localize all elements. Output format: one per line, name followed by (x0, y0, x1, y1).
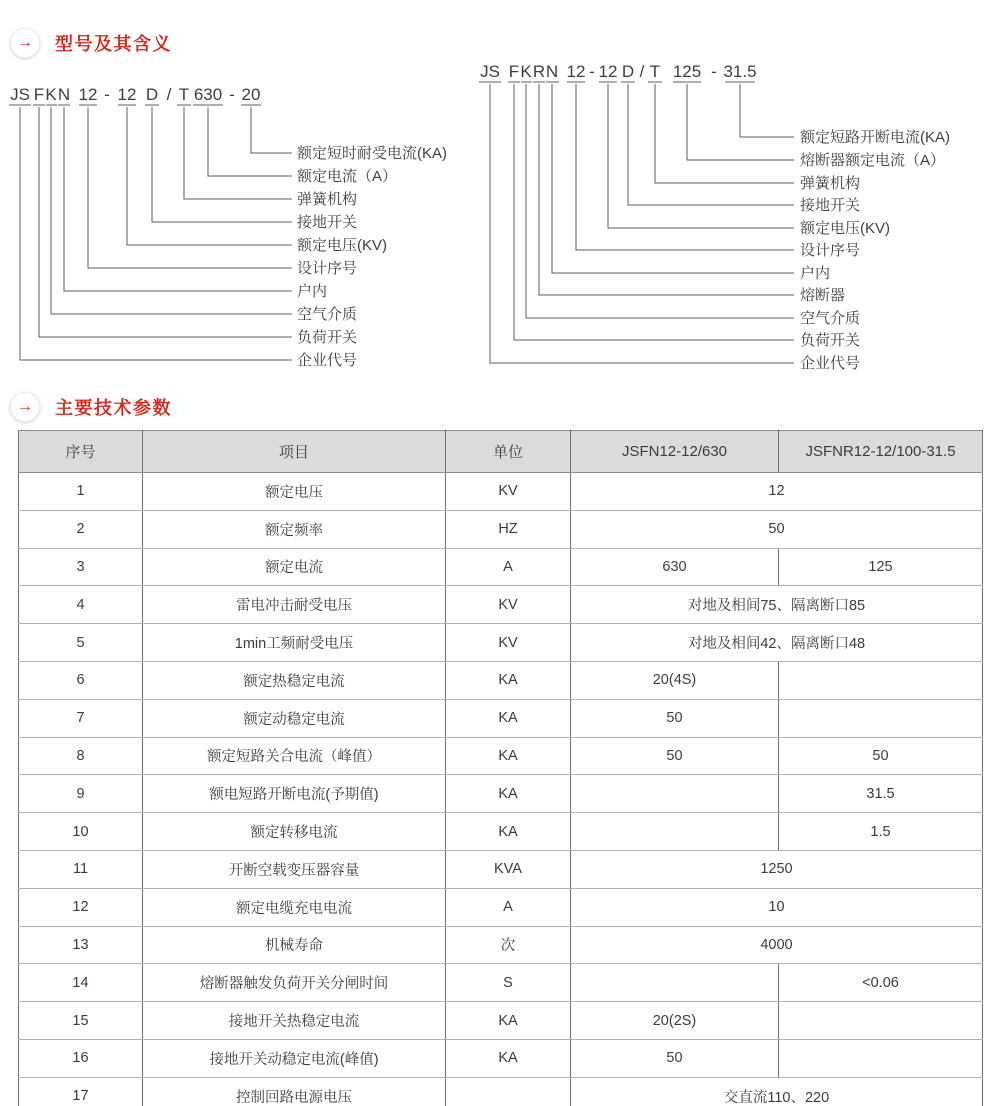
model-diagram-right (470, 60, 1000, 390)
item-cell: 机械寿命 (143, 926, 446, 964)
diagram-label: 空气介质 (297, 306, 358, 323)
arrow-right-icon: → (10, 28, 40, 58)
item-cell: 1min工频耐受电压 (143, 624, 446, 662)
value-cell: 125 (779, 548, 983, 586)
connector-line (576, 84, 794, 250)
unit-cell: S (446, 964, 571, 1002)
table-row (19, 888, 983, 926)
section1-header (10, 28, 172, 58)
table-row (19, 964, 983, 1002)
model-segment: JS (10, 85, 30, 104)
item-cell: 额电短路开断电流(予期值) (143, 775, 446, 813)
row-no-cell: 9 (19, 775, 143, 813)
model-segment: F (508, 62, 520, 81)
unit-cell: KA (446, 737, 571, 775)
table-row (19, 737, 983, 775)
value-cell (779, 661, 983, 699)
connector-line (51, 107, 292, 314)
value-cell (571, 775, 779, 813)
value-cell (571, 813, 779, 851)
section2-title: 主要技术参数 (55, 398, 172, 418)
header-no: 序号 (19, 431, 143, 473)
unit-cell (446, 1077, 571, 1106)
row-no-cell: 11 (19, 850, 143, 888)
connector-line (740, 84, 794, 137)
connector-line (251, 107, 292, 153)
diagram-label: 弹簧机构 (297, 191, 358, 208)
row-no-cell: 12 (19, 888, 143, 926)
diagram-label: 负荷开关 (800, 332, 861, 349)
model-segment: D (621, 62, 635, 81)
value-cell: 50 (779, 737, 983, 775)
connector-line (88, 107, 292, 268)
diagram-label: 设计序号 (800, 242, 861, 259)
model-segment: T (649, 62, 661, 81)
row-no-cell: 14 (19, 964, 143, 1002)
item-cell: 额定频率 (143, 510, 446, 548)
connector-line (552, 84, 794, 273)
model-segment: R (532, 62, 546, 81)
row-no-cell: 15 (19, 1002, 143, 1040)
connector-line (608, 84, 794, 228)
unit-cell: KA (446, 1002, 571, 1040)
value-cell: 4000 (571, 926, 983, 964)
model-segment: 125 (672, 62, 702, 81)
table-row (19, 1039, 983, 1077)
unit-cell: A (446, 548, 571, 586)
row-no-cell: 4 (19, 586, 143, 624)
table-row (19, 473, 983, 511)
connector-line (655, 84, 794, 183)
unit-cell: KA (446, 813, 571, 851)
unit-cell: KA (446, 699, 571, 737)
item-cell: 熔断器触发负荷开关分闸时间 (143, 964, 446, 1002)
diagram-label: 熔断器 (800, 287, 846, 304)
unit-cell: KVA (446, 850, 571, 888)
value-cell (779, 699, 983, 737)
item-cell: 接地开关热稳定电流 (143, 1002, 446, 1040)
diagram-label: 企业代号 (297, 352, 358, 369)
diagram-label: 额定短时耐受电流(KA) (297, 145, 448, 162)
model-segment: F (33, 85, 45, 104)
header-model-1: JSFN12-12/630 (571, 431, 779, 473)
diagram-label: 弹簧机构 (800, 175, 861, 192)
item-cell: 额定转移电流 (143, 813, 446, 851)
parameters-table (18, 430, 983, 1106)
model-segment: 31.5 (723, 62, 757, 81)
diagram-label: 设计序号 (297, 260, 358, 277)
model-segment: T (178, 85, 190, 104)
connector-line (490, 84, 794, 363)
connector-line (152, 107, 292, 222)
value-cell: 50 (571, 737, 779, 775)
item-cell: 额定电缆充电电流 (143, 888, 446, 926)
model-separator: - (104, 85, 110, 104)
row-no-cell: 13 (19, 926, 143, 964)
table-row (19, 850, 983, 888)
item-cell: 接地开关动稳定电流(峰值) (143, 1039, 446, 1077)
row-no-cell: 3 (19, 548, 143, 586)
value-cell: 630 (571, 548, 779, 586)
diagram-label: 企业代号 (800, 355, 861, 372)
value-cell: 50 (571, 1039, 779, 1077)
connector-line (514, 84, 794, 340)
section1-title: 型号及其含义 (55, 34, 172, 54)
item-cell: 额定电压 (143, 473, 446, 511)
arrow-right-icon: → (10, 392, 40, 422)
model-segment: K (45, 85, 57, 104)
row-no-cell: 17 (19, 1077, 143, 1106)
diagram-label: 接地开关 (800, 197, 861, 214)
diagram-label: 额定短路开断电流(KA) (800, 129, 951, 146)
value-cell: 20(2S) (571, 1002, 779, 1040)
table-header-row (19, 431, 983, 473)
row-no-cell: 16 (19, 1039, 143, 1077)
value-cell: 20(4S) (571, 661, 779, 699)
value-cell: 对地及相间42、隔离断口48 (571, 624, 983, 662)
connector-line (628, 84, 794, 205)
header-item: 项目 (143, 431, 446, 473)
header-model-2: JSFNR12-12/100-31.5 (779, 431, 983, 473)
value-cell: 1.5 (779, 813, 983, 851)
value-cell (571, 964, 779, 1002)
value-cell: 50 (571, 510, 983, 548)
row-no-cell: 1 (19, 473, 143, 511)
unit-cell: HZ (446, 510, 571, 548)
connector-line (526, 84, 794, 318)
value-cell (779, 1039, 983, 1077)
unit-cell: KV (446, 586, 571, 624)
row-no-cell: 2 (19, 510, 143, 548)
model-segment: 12 (117, 85, 137, 104)
unit-cell: KA (446, 1039, 571, 1077)
unit-cell: KA (446, 661, 571, 699)
model-segment: JS (480, 62, 500, 81)
item-cell: 雷电冲击耐受电压 (143, 586, 446, 624)
value-cell: 对地及相间75、隔离断口85 (571, 586, 983, 624)
row-no-cell: 10 (19, 813, 143, 851)
item-cell: 额定电流 (143, 548, 446, 586)
model-separator: / (166, 85, 172, 104)
table-row (19, 813, 983, 851)
model-segment: D (145, 85, 159, 104)
diagram-label: 额定电压(KV) (297, 237, 388, 254)
diagram-label: 接地开关 (297, 214, 358, 231)
item-cell: 额定动稳定电流 (143, 699, 446, 737)
value-cell: 10 (571, 888, 983, 926)
unit-cell: KV (446, 624, 571, 662)
unit-cell: 次 (446, 926, 571, 964)
table-row (19, 586, 983, 624)
value-cell: 交直流110、220 (571, 1077, 983, 1106)
diagram-label: 负荷开关 (297, 329, 358, 346)
diagram-label: 户内 (297, 283, 328, 300)
model-segment: K (520, 62, 532, 81)
table-row (19, 1077, 983, 1106)
table-row (19, 624, 983, 662)
table-row (19, 661, 983, 699)
unit-cell: KA (446, 775, 571, 813)
connector-line (208, 107, 292, 176)
value-cell: <0.06 (779, 964, 983, 1002)
diagram-label: 空气介质 (800, 310, 861, 327)
diagram-label: 熔断器额定电流（A） (800, 152, 946, 169)
model-separator: - (711, 62, 717, 81)
table-row (19, 775, 983, 813)
unit-cell: A (446, 888, 571, 926)
value-cell (779, 1002, 983, 1040)
model-segment: 20 (241, 85, 261, 104)
model-segment: 12 (78, 85, 98, 104)
item-cell: 额定短路关合电流（峰值） (143, 737, 446, 775)
model-segment: 12 (566, 62, 586, 81)
table-row (19, 548, 983, 586)
header-unit: 单位 (446, 431, 571, 473)
value-cell: 50 (571, 699, 779, 737)
row-no-cell: 8 (19, 737, 143, 775)
table-row (19, 926, 983, 964)
row-no-cell: 5 (19, 624, 143, 662)
diagram-label: 额定电压(KV) (800, 220, 891, 237)
item-cell: 额定热稳定电流 (143, 661, 446, 699)
table-row (19, 1002, 983, 1040)
model-segment: 12 (598, 62, 618, 81)
table-row (19, 510, 983, 548)
model-separator: / (639, 62, 645, 81)
model-separator: - (229, 85, 235, 104)
table-row (19, 699, 983, 737)
row-no-cell: 6 (19, 661, 143, 699)
value-cell: 31.5 (779, 775, 983, 813)
model-segment: 630 (193, 85, 223, 104)
model-segment: N (57, 85, 71, 104)
value-cell: 1250 (571, 850, 983, 888)
model-segment: N (545, 62, 559, 81)
diagram-label: 户内 (800, 265, 831, 282)
connector-line (539, 84, 794, 295)
value-cell: 12 (571, 473, 983, 511)
model-diagram-left (0, 60, 500, 390)
item-cell: 控制回路电源电压 (143, 1077, 446, 1106)
unit-cell: KV (446, 473, 571, 511)
row-no-cell: 7 (19, 699, 143, 737)
diagram-label: 额定电流（A） (297, 168, 398, 185)
section2-header (10, 392, 172, 422)
model-separator: - (589, 62, 595, 81)
item-cell: 开断空载变压器容量 (143, 850, 446, 888)
